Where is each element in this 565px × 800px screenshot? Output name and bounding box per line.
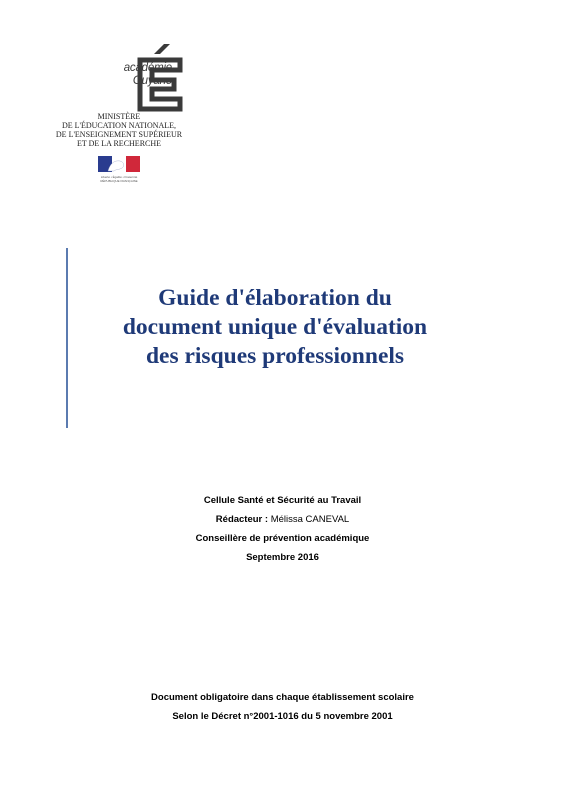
date-line: Septembre 2016 <box>246 552 319 563</box>
title-line: document unique d'évaluation <box>122 314 428 340</box>
academie-region: Guyane <box>132 75 172 87</box>
footer-notice <box>40 688 525 726</box>
republique-francaise-logo <box>98 156 140 188</box>
ministere-text <box>44 112 194 148</box>
republique-name: RÉPUBLIQUE FRANÇAISE <box>100 179 138 183</box>
republique-caption <box>98 175 140 183</box>
republique-motto: Liberté • Égalité • Fraternité <box>100 175 138 179</box>
ministere-line: MINISTÈRE <box>97 112 141 121</box>
marianne-flag-icon <box>98 156 140 174</box>
footer-line: Selon le Décret n°2001-1016 du 5 novembre 2001 <box>172 711 393 722</box>
redacteur-line <box>60 510 505 529</box>
ministere-line: DE L'ÉDUCATION NATIONALE, <box>61 121 177 130</box>
cellule-line: Cellule Santé et Sécurité au Travail <box>203 495 362 506</box>
academie-e-emblem <box>134 42 186 112</box>
role-line: Conseillère de prévention académique <box>195 533 370 544</box>
accent-vertical-line <box>66 248 68 428</box>
ministere-line: DE L'ENSEIGNEMENT SUPÉRIEUR <box>55 130 183 139</box>
academie-label: académie <box>123 62 172 74</box>
ministere-line: ET DE LA RECHERCHE <box>76 139 162 148</box>
redacteur-name: Mélissa CANEVAL <box>270 514 350 525</box>
redacteur-label: Rédacteur : <box>215 514 269 525</box>
page-title <box>70 284 480 371</box>
document-info <box>60 491 505 567</box>
title-line: Guide d'élaboration du <box>158 285 392 311</box>
footer-line: Document obligatoire dans chaque établissement scolaire <box>151 692 414 703</box>
title-line: des risques professionnels <box>145 343 405 369</box>
